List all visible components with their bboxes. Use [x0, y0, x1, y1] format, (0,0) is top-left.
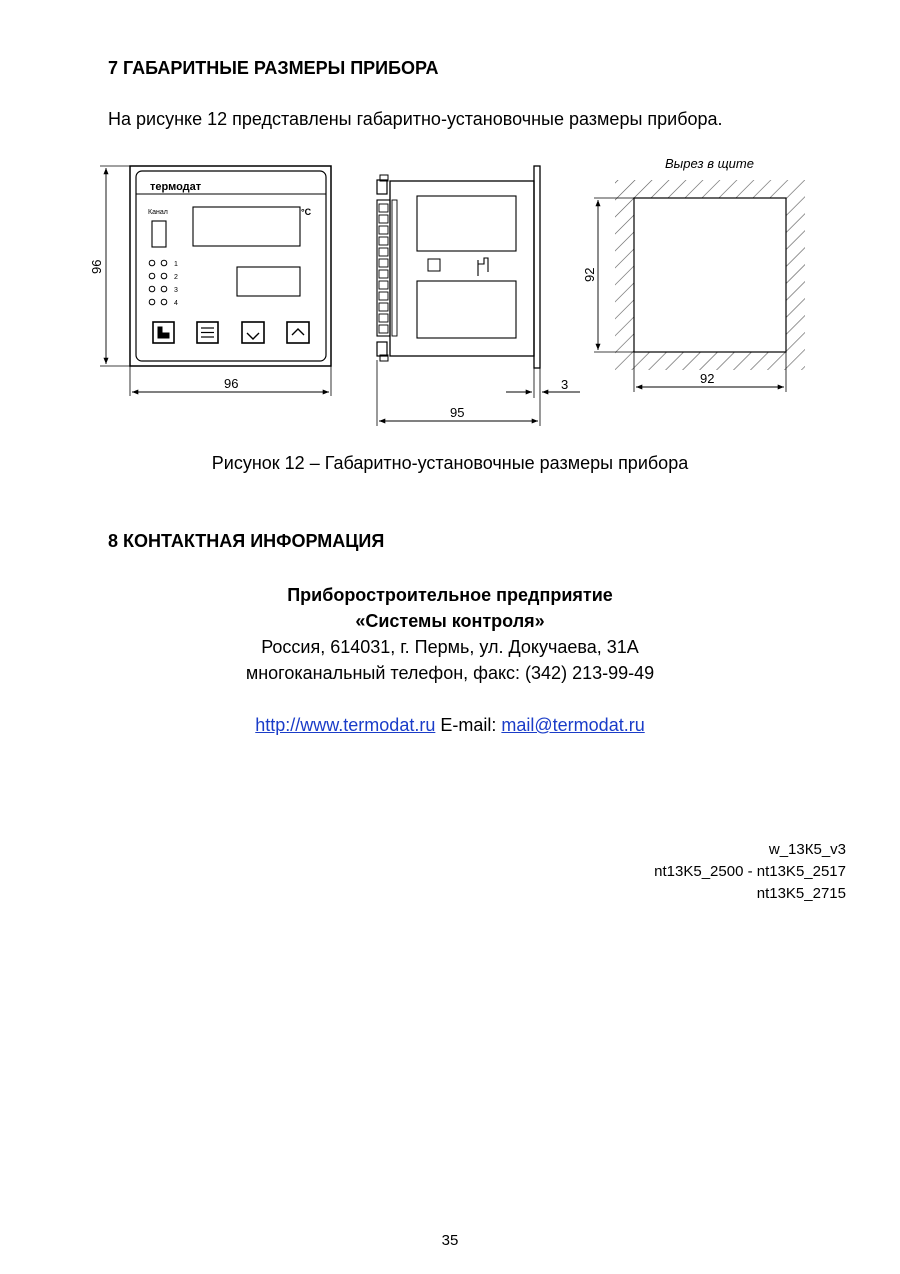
document-codes: [654, 839, 846, 905]
panel-cutout-view: [582, 156, 805, 392]
led-label-1: 1: [174, 261, 178, 268]
terminal-blocks: [379, 204, 388, 333]
cutout-height-dimension: 92: [582, 267, 597, 282]
section-8-heading: 8 КОНТАКТНАЯ ИНФОРМАЦИЯ: [108, 531, 385, 551]
side-view: [377, 166, 580, 426]
company-line-2: «Системы контроля»: [355, 611, 545, 631]
led-label-4: 4: [174, 300, 178, 307]
led-indicators: [149, 260, 167, 305]
contact-block: [0, 582, 900, 738]
dimensions-figure: [0, 150, 900, 440]
company-line-1: Приборостроительное предприятие: [287, 585, 613, 605]
side-flange-dimension: 3: [561, 377, 569, 392]
figure-caption: Рисунок 12 – Габаритно-установочные размеры прибора: [211, 453, 689, 473]
side-depth-dimension: 95: [450, 405, 465, 420]
doc-code-3: nt13K5_2715: [756, 885, 846, 902]
led-label-2: 2: [174, 274, 178, 281]
program-button-icon: [153, 322, 174, 343]
website-link[interactable]: http://www.termodat.ru: [255, 715, 436, 735]
front-width-dimension: 96: [224, 376, 239, 391]
page-number: 35: [441, 1232, 459, 1249]
web-contacts: [0, 712, 900, 738]
company-address: Россия, 614031, г. Пермь, ул. Докучаева, 31А: [261, 637, 639, 657]
menu-button-icon: [197, 322, 218, 343]
doc-code-2: nt13K5_2500 - nt13K5_2517: [654, 863, 846, 880]
cutout-title: Вырез в щите: [665, 156, 754, 171]
up-button-icon: [287, 322, 309, 343]
unit-label: °С: [301, 207, 312, 217]
cutout-width-dimension: 92: [700, 371, 715, 386]
section-7-heading: 7 ГАБАРИТНЫЕ РАЗМЕРЫ ПРИБОРА: [108, 58, 439, 78]
led-label-3: 3: [174, 287, 178, 294]
channel-label: Канал: [148, 209, 168, 216]
brand-logo: термодат: [150, 181, 202, 193]
email-link[interactable]: mail@termodat.ru: [501, 715, 645, 735]
front-view: [89, 166, 331, 396]
down-button-icon: [242, 322, 264, 343]
front-height-dimension: 96: [89, 259, 104, 274]
email-label: E-mail:: [440, 715, 497, 735]
company-phone: многоканальный телефон, факс: (342) 213-99-49: [245, 663, 655, 683]
section-7-intro: На рисунке 12 представлены габаритно-установочные размеры прибора.: [108, 109, 723, 129]
doc-code-1: w_13К5_v3: [768, 841, 846, 858]
